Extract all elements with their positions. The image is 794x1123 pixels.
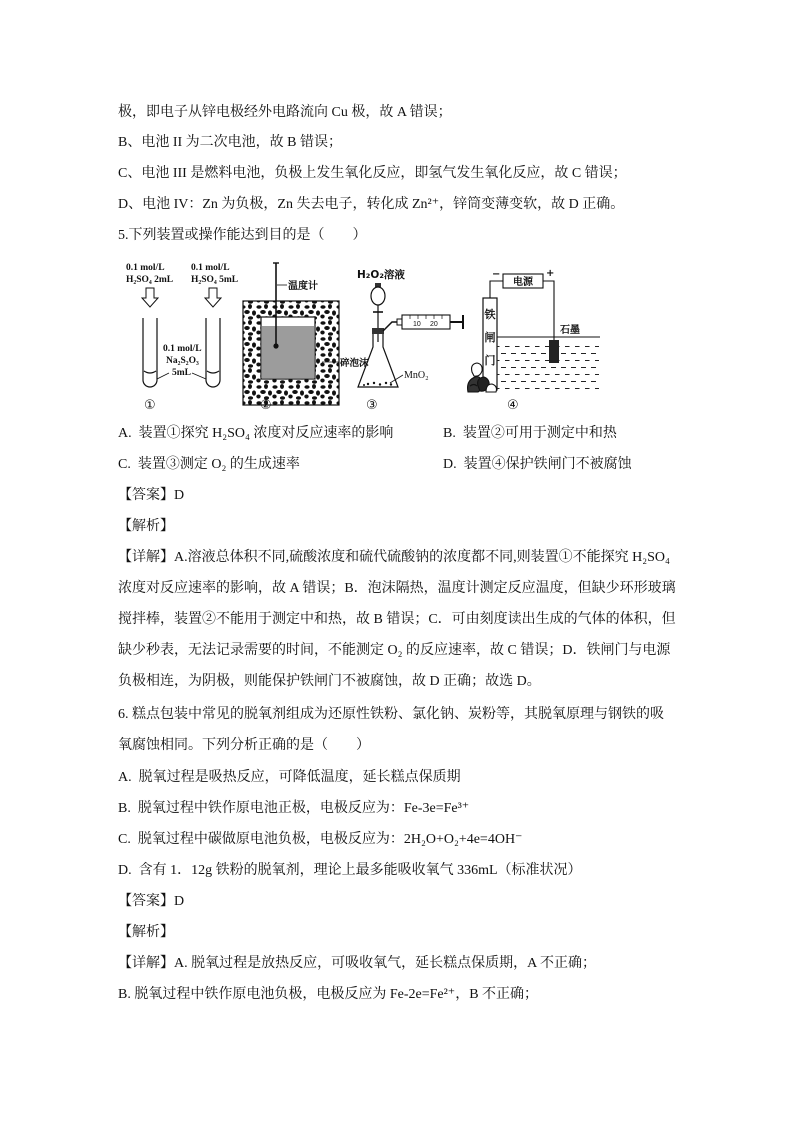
flask-stopper xyxy=(372,328,384,334)
left-acid-concentration-label: 0.1 mol/L xyxy=(126,263,165,273)
q6-answer: 【答案】D xyxy=(118,894,185,909)
separatory-funnel-bulb xyxy=(371,287,385,305)
left-down-arrow-icon xyxy=(142,288,158,307)
graphite-label: 石墨 xyxy=(560,325,580,336)
q4-analysis-line-2: B、电池 II 为二次电池，故 B 错误； xyxy=(118,135,342,150)
q5-option-b: B. 装置②可用于测定中和热 xyxy=(443,426,617,441)
q6-option-b: B. 脱氧过程中铁作原电池正极，电极反应为：Fe-3e=Fe³⁺ xyxy=(118,801,470,816)
q5-apparatus-figure xyxy=(118,255,608,420)
syringe-scale-20: 20 xyxy=(430,321,438,328)
apparatus-3-number: ③ xyxy=(366,398,378,413)
q6-option-c: C. 脱氧过程中碳做原电池负极，电极反应为：2H₂O+O₂+4e=4OH⁻ xyxy=(118,832,523,847)
q4-analysis-line-4: D、电池 IV：Zn 为负极，Zn 失去电子，转化成 Zn²⁺，锌筒变薄变软，故 D 正确。 xyxy=(118,197,625,212)
q4-analysis-line-3: C、电池 III 是燃料电池，负极上发生氧化反应，即氢气发生氧化反应，故 C 错误； xyxy=(118,166,627,181)
thermometer-bulb xyxy=(273,343,278,348)
thiosulfate-concentration-label: 0.1 mol/L xyxy=(163,344,202,354)
gate-char-iron: 铁 xyxy=(484,308,496,321)
gate-char-door: 门 xyxy=(484,354,496,367)
q6-analysis-heading: 【解析】 xyxy=(118,925,174,940)
apparatus-4 xyxy=(468,268,600,413)
q5-option-a: A. 装置①探究 H₂SO₄ 浓度对反应速率的影响 xyxy=(118,426,394,441)
mno2-label: MnO₂ xyxy=(404,370,429,381)
q6-detail-line-2: B. 脱氧过程中铁作原电池负极，电极反应为 Fe-2e=Fe²⁺，B 不正确； xyxy=(118,987,539,1002)
apparatus-1-number: ① xyxy=(144,398,156,413)
q5-detail-line-1: 【详解】A.溶液总体积不同,硫酸浓度和硫代硫酸钠的浓度都不同,则装置①不能探究 H₂SO₄ xyxy=(118,550,670,565)
q5-detail-line-4: 缺少秒表，无法记录需要的时间，不能测定 O₂ 的反应速率，故 C 错误；D．铁闸门与电源 xyxy=(118,643,671,658)
q5-detail-line-5: 负极相连，为阴极，则能保护铁闸门不被腐蚀，故 D 正确；故选 D。 xyxy=(118,674,541,689)
apparatus-1 xyxy=(126,263,238,413)
negative-wire xyxy=(490,281,503,298)
negative-terminal-sign: − xyxy=(492,269,501,280)
h2o2-solution-label: H₂O₂溶液 xyxy=(357,269,405,281)
right-acid-concentration-label: 0.1 mol/L xyxy=(191,263,230,273)
power-source-label: 电源 xyxy=(513,277,533,288)
q6-option-a: A. 脱氧过程是吸热反应，可降低温度，延长糕点保质期 xyxy=(118,770,461,785)
apparatus-2 xyxy=(243,263,369,413)
q6-detail-line-1: 【详解】A. 脱氧过程是放热反应，可吸收氧气，延长糕点保质期，A 不正确； xyxy=(118,956,596,971)
syringe-nozzle xyxy=(397,319,402,325)
q5-answer: 【答案】D xyxy=(118,488,185,503)
q5-analysis-heading: 【解析】 xyxy=(118,519,174,534)
q6-stem-line-2: 氧腐蚀相同。下列分析正确的是（ ） xyxy=(118,738,370,753)
right-down-arrow-icon xyxy=(205,288,221,307)
left-leader-line xyxy=(157,373,169,379)
right-acid-volume-label: H₂SO₄ 5mL xyxy=(191,275,239,285)
syringe-scale-10: 10 xyxy=(413,321,421,328)
water-body xyxy=(497,340,599,390)
right-tube-liquid-surface xyxy=(207,371,219,373)
apparatus-3 xyxy=(357,268,463,413)
q4-analysis-line-1: 极，即电子从锌电极经外电路流向 Cu 极，故 A 错误； xyxy=(118,105,452,120)
positive-wire xyxy=(543,281,554,340)
thiosulfate-volume-label: 5mL xyxy=(172,368,191,378)
apparatus-4-number: ④ xyxy=(507,398,519,413)
mno2-particles xyxy=(363,382,392,386)
q5-detail-line-2: 浓度对反应速率的影响，故 A 错误；B．泡沫隔热，温度计测定反应温度，但缺少环形玻璃 xyxy=(118,581,676,596)
q5-option-d: D. 装置④保护铁闸门不被腐蚀 xyxy=(443,457,632,472)
thermometer-label: 温度计 xyxy=(288,281,318,292)
q5-stem: 5.下列装置或操作能达到目的是（ ） xyxy=(118,228,367,243)
thiosulfate-formula-label: Na₂S₂O₃ xyxy=(166,356,199,366)
gate-char-sluice: 闸 xyxy=(484,331,496,344)
q6-stem-line-1: 6. 糕点包装中常见的脱氧剂组成为还原性铁粉、氯化钠、炭粉等，其脱氧原理与钢铁的吸 xyxy=(118,707,664,722)
q6-option-d: D. 含有 1．12g 铁粉的脱氧剂，理论上最多能吸收氧气 336mL（标准状况） xyxy=(118,863,582,878)
left-acid-volume-label: H₂SO₄ 2mL xyxy=(126,275,174,285)
q5-option-c: C. 装置③测定 O₂ 的生成速率 xyxy=(118,457,300,472)
beaker-solution xyxy=(262,326,314,378)
left-tube-liquid-surface xyxy=(144,371,156,373)
right-leader-line xyxy=(192,373,206,379)
q5-detail-line-3: 搅拌棒，装置②不能用于测定中和热，故 B 错误；C．可由刻度读出生成的气体的体积，但 xyxy=(118,612,676,627)
graphite-electrode xyxy=(549,340,559,363)
positive-terminal-sign: + xyxy=(546,268,555,279)
apparatus-2-number: ② xyxy=(260,398,272,413)
foam-label: 碎泡沫 xyxy=(340,358,369,369)
left-test-tube xyxy=(143,318,157,387)
right-test-tube xyxy=(206,318,220,387)
